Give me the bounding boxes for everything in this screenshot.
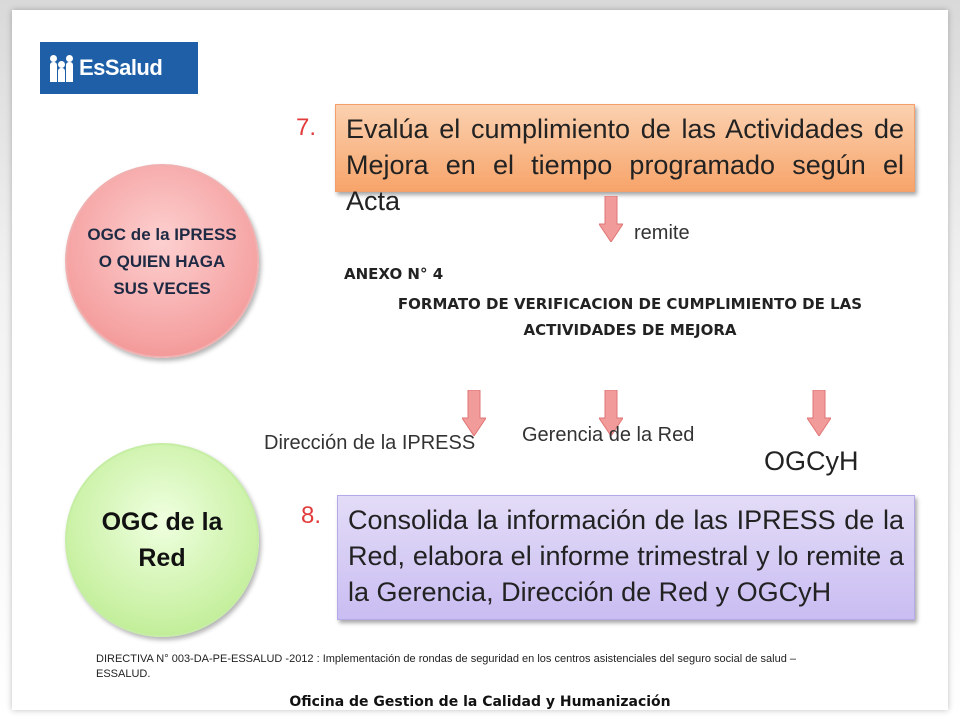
essalud-logo [40, 42, 198, 94]
logo-text: EsSalud [79, 55, 163, 80]
step-7-box: Evalúa el cumplimiento de las Actividades de Mejora en el tiempo programado según el Acta [335, 104, 915, 192]
step-8-number: 8. [301, 502, 322, 529]
circle-ogc-ipress-text: OGC de la IPRESS O QUIEN HAGA SUS VECES [87, 224, 237, 298]
family-figures-icon [50, 54, 73, 82]
arrow-down-icon [599, 196, 623, 242]
step-7-number: 7. [296, 114, 317, 141]
recipient-direccion-ipress: Dirección de la IPRESS [264, 432, 476, 454]
arrow-down-icon [462, 390, 486, 436]
remite-label: remite [634, 222, 690, 244]
recipient-gerencia-red: Gerencia de la Red [522, 424, 695, 446]
annex-number: ANEXO N° 4 [344, 265, 444, 283]
circle-ogc-red-text: OGC de la Red [101, 508, 223, 572]
directive-reference: DIRECTIVA N° 003-DA-PE-ESSALUD -2012 : Implementación de rondas de seguridad en los centros asistenciales del seguro social de salud –ESSALUD. [96, 653, 796, 680]
circle-ogc-ipress [65, 164, 259, 358]
circle-ogc-red [65, 443, 259, 637]
arrow-down-icon [807, 390, 831, 436]
step-8-box: Consolida la información de las IPRESS de la Red, elabora el informe trimestral y lo remite a la Gerencia, Dirección de Red y OGCyH [337, 495, 915, 620]
annex-title-text: FORMATO DE VERIFICACION DE CUMPLIMIENTO DE LAS ACTIVIDADES DE MEJORA [397, 295, 863, 339]
footer-office: Oficina de Gestion de la Calidad y Humanización [289, 694, 671, 710]
recipient-ogcyh: OGCyH [764, 446, 859, 476]
annex-title [330, 291, 930, 343]
